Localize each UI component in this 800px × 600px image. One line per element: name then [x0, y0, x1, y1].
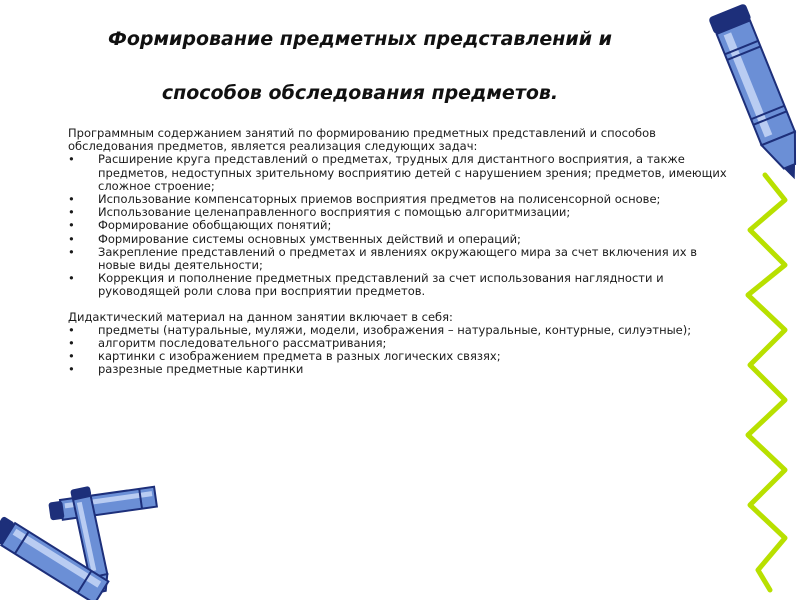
list-item: • картинки с изображением предмета в разных логических связях;: [68, 349, 501, 364]
bullet: •: [68, 336, 75, 351]
list-item: • Использование компенсаторных приемов восприятия предметов на полисенсорной основе;: [68, 192, 661, 207]
list-item: • Формирование системы основных умственных действий и операций;: [68, 231, 521, 246]
materials-list: [68, 324, 728, 377]
intro-paragraph: Программным содержанием занятий по формированию предметных представлений и способов обследования предметов, является реализация следующих задач:: [68, 126, 656, 154]
list-item: • алгоритм последовательного рассматривания;: [68, 336, 387, 351]
list-item: • разрезные предметные картинки: [68, 362, 304, 377]
list-item: • Расширение круга представлений о предметах, трудных для дистантного восприятия, а также предметов, недоступных зрительному восприятию детей с нарушением зрения; предметов, имеющих сложное строение;: [68, 152, 727, 193]
bullet: •: [68, 205, 75, 220]
list-item: • предметы (натуральные, муляжи, модели, изображения – натуральные, контурные, силуэтные);: [68, 322, 692, 337]
bullet: •: [68, 218, 75, 233]
bullet: •: [68, 271, 75, 286]
title-line-1: Формирование предметных представлений и: [108, 28, 612, 50]
list-item: • Формирование обобщающих понятий;: [68, 218, 332, 233]
bullet: •: [68, 244, 75, 259]
crayons-bottom-left-icon: [0, 478, 160, 600]
bullet: •: [68, 192, 75, 207]
title-line-2: способов обследования предметов.: [161, 82, 559, 104]
list-item: • Закрепление представлений о предметах и явлениях окружающего мира за счет включения их в новые виды деятельности;: [68, 244, 697, 273]
list-item: • Коррекция и пополнение предметных представлений за счет использования наглядности и руководящей роли слова при восприятии предметов.: [68, 271, 664, 299]
bullet: •: [68, 231, 75, 246]
didactic-intro: Дидактический материал на данном занятии включает в себя:: [68, 309, 453, 324]
tasks-list: [68, 153, 728, 298]
bullet: •: [68, 322, 75, 337]
list-item: • Использование целенаправленного восприятия с помощью алгоритмизации;: [68, 205, 571, 220]
bullet: •: [68, 152, 75, 167]
wavy-line-decoration: [730, 170, 800, 595]
content-body: [68, 127, 728, 377]
bullet: •: [68, 362, 75, 377]
bullet: •: [68, 349, 75, 364]
spacer: [68, 299, 728, 311]
